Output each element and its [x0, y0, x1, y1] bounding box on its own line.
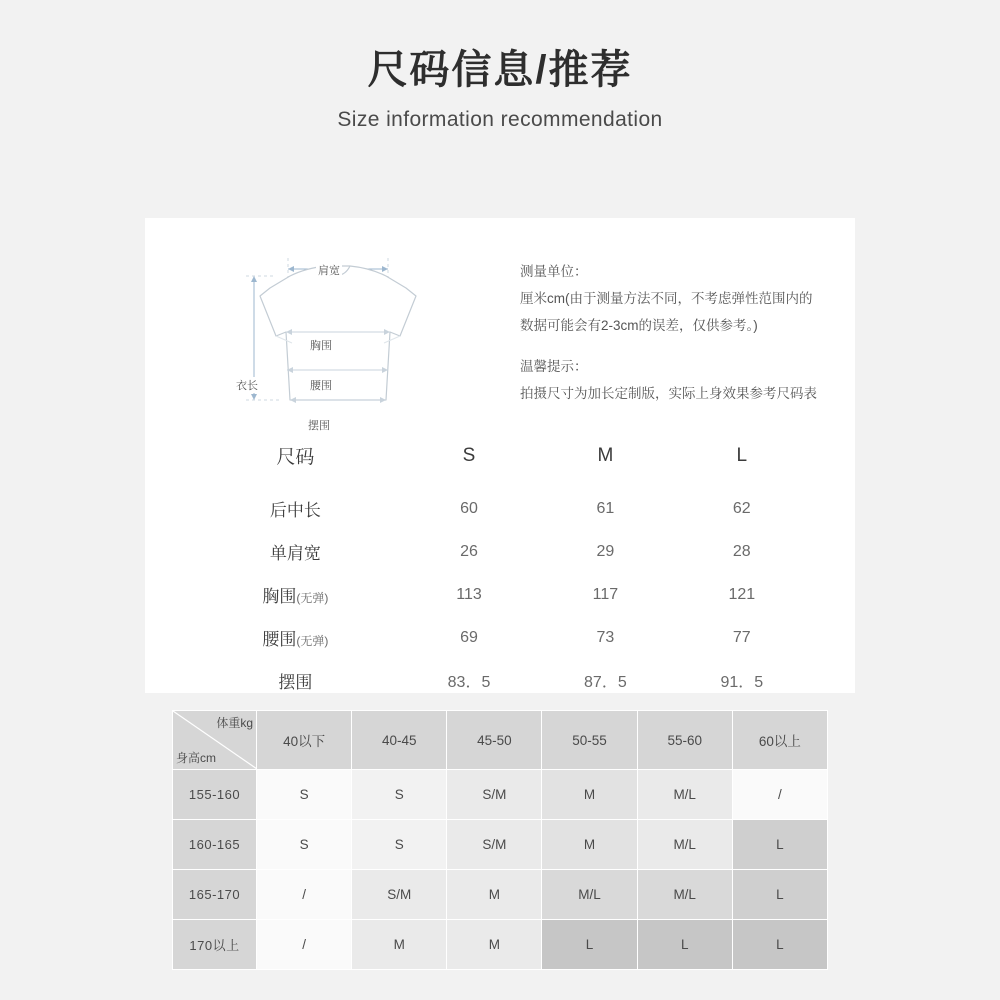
garment-diagram-svg	[240, 240, 510, 435]
diagram-label-shoulder: 肩宽	[316, 262, 342, 278]
cell-back-length-m: 61	[596, 499, 615, 517]
corner-weight-label: 体重kg	[216, 716, 253, 730]
rec-cell-0-0: S	[257, 770, 352, 820]
row-label-sub: (无弹)	[296, 634, 329, 648]
note-tip-head: 温馨提示：	[520, 359, 588, 374]
measurement-notes	[520, 240, 817, 435]
cell-shoulder-m: 29	[596, 542, 615, 560]
row-label-text: 后中长	[269, 501, 321, 520]
rec-cell-1-3: M	[542, 820, 637, 870]
rec-cell-1-5: L	[732, 820, 827, 870]
cell-hem-s: 83．5	[447, 674, 491, 691]
cell-waist-l: 77	[732, 628, 751, 646]
row-label-waist	[190, 616, 401, 659]
weight-header-3: 50-55	[542, 711, 637, 770]
height-label-3: 170以上	[173, 920, 257, 970]
size-measurement-table	[190, 441, 810, 702]
row-label-sub: (无弹)	[296, 591, 329, 605]
cell-hem-l: 91．5	[720, 674, 764, 691]
measurement-guide	[145, 218, 855, 435]
rec-cell-3-5: L	[732, 920, 827, 970]
table-row	[190, 573, 810, 616]
rec-cell-0-1: S	[352, 770, 447, 820]
table-row	[190, 530, 810, 573]
size-table-header-row	[190, 441, 810, 487]
table-row	[190, 659, 810, 702]
cell-hem-m: 87．5	[584, 674, 627, 691]
note-unit-line1: 厘米cm(由于测量方法不同，不考虑弹性范围内的	[520, 291, 813, 306]
rec-cell-3-0: /	[257, 920, 352, 970]
rec-cell-3-1: M	[352, 920, 447, 970]
row-label-chest	[190, 573, 401, 616]
table-row	[173, 770, 828, 820]
rec-cell-0-5: /	[732, 770, 827, 820]
recommendation-table-body	[173, 770, 828, 970]
size-table-head	[190, 441, 810, 487]
rec-cell-1-0: S	[257, 820, 352, 870]
rec-cell-3-4: L	[637, 920, 732, 970]
rec-cell-2-2: M	[447, 870, 542, 920]
table-row	[190, 487, 810, 530]
size-table-col-s: S	[462, 444, 476, 466]
diagram-label-hem: 摆围	[306, 417, 332, 433]
page-subtitle: Size information recommendation	[337, 108, 663, 131]
cell-shoulder-s: 26	[460, 542, 478, 560]
cell-back-length-s: 60	[460, 499, 478, 517]
corner-height-label: 身高cm	[176, 751, 216, 765]
note-spacer	[520, 339, 817, 353]
size-table-body	[190, 487, 810, 702]
rec-cell-1-2: S/M	[447, 820, 542, 870]
weight-header-2: 45-50	[447, 711, 542, 770]
diagram-label-waist: 腰围	[308, 377, 334, 393]
row-label-text: 胸围	[262, 587, 297, 606]
note-unit-line2: 数据可能会有2-3cm的误差，仅供参考。)	[520, 318, 758, 333]
rec-cell-2-4: M/L	[637, 870, 732, 920]
size-table-col-l: L	[736, 444, 748, 466]
rec-cell-2-0: /	[257, 870, 352, 920]
page-title: 尺码信息/推荐	[367, 48, 633, 92]
cell-chest-l: 121	[728, 585, 756, 603]
cell-waist-m: 73	[596, 628, 615, 646]
weight-header-4: 55-60	[637, 711, 732, 770]
weight-header-0: 40以下	[257, 711, 352, 770]
height-label-0: 155-160	[173, 770, 257, 820]
rec-cell-2-1: S/M	[352, 870, 447, 920]
row-label-shoulder	[190, 530, 401, 573]
row-label-hem	[190, 659, 401, 702]
recommendation-table	[172, 710, 828, 970]
diagram-label-length: 衣长	[234, 377, 260, 393]
cell-waist-s: 69	[460, 628, 478, 646]
rec-cell-0-2: S/M	[447, 770, 542, 820]
recommendation-header-row	[173, 711, 828, 770]
rec-cell-3-3: L	[542, 920, 637, 970]
rec-cell-2-5: L	[732, 870, 827, 920]
grid-corner-cell	[173, 711, 257, 770]
height-label-1: 160-165	[173, 820, 257, 870]
rec-cell-0-3: M	[542, 770, 637, 820]
cell-shoulder-l: 28	[732, 542, 751, 560]
table-row	[173, 820, 828, 870]
rec-cell-0-4: M/L	[637, 770, 732, 820]
row-label-back-length	[190, 487, 401, 530]
cell-chest-m: 117	[592, 585, 619, 603]
corner-box	[173, 711, 257, 769]
rec-cell-3-2: M	[447, 920, 542, 970]
rec-cell-1-4: M/L	[637, 820, 732, 870]
diagram-label-chest: 胸围	[308, 337, 334, 353]
recommendation-table-head	[173, 711, 828, 770]
cell-back-length-l: 62	[732, 499, 751, 517]
page-header	[0, 0, 1000, 132]
size-recommendation-grid	[172, 710, 828, 965]
cell-chest-s: 113	[456, 585, 482, 603]
size-info-card	[145, 218, 855, 693]
weight-header-5: 60以上	[732, 711, 827, 770]
size-table-col-m: M	[597, 444, 614, 466]
table-row	[173, 870, 828, 920]
note-unit-head: 测量单位：	[520, 264, 588, 279]
rec-cell-2-3: M/L	[542, 870, 637, 920]
rec-cell-1-1: S	[352, 820, 447, 870]
table-row	[190, 616, 810, 659]
size-table-col-label: 尺码	[276, 447, 315, 468]
row-label-text: 腰围	[262, 630, 297, 649]
row-label-text: 单肩宽	[269, 544, 321, 563]
table-row	[173, 920, 828, 970]
weight-header-1: 40-45	[352, 711, 447, 770]
height-label-2: 165-170	[173, 870, 257, 920]
row-label-text: 摆围	[278, 673, 313, 692]
garment-diagram	[236, 240, 510, 435]
note-tip-line1: 拍摄尺寸为加长定制版，实际上身效果参考尺码表	[520, 386, 817, 401]
